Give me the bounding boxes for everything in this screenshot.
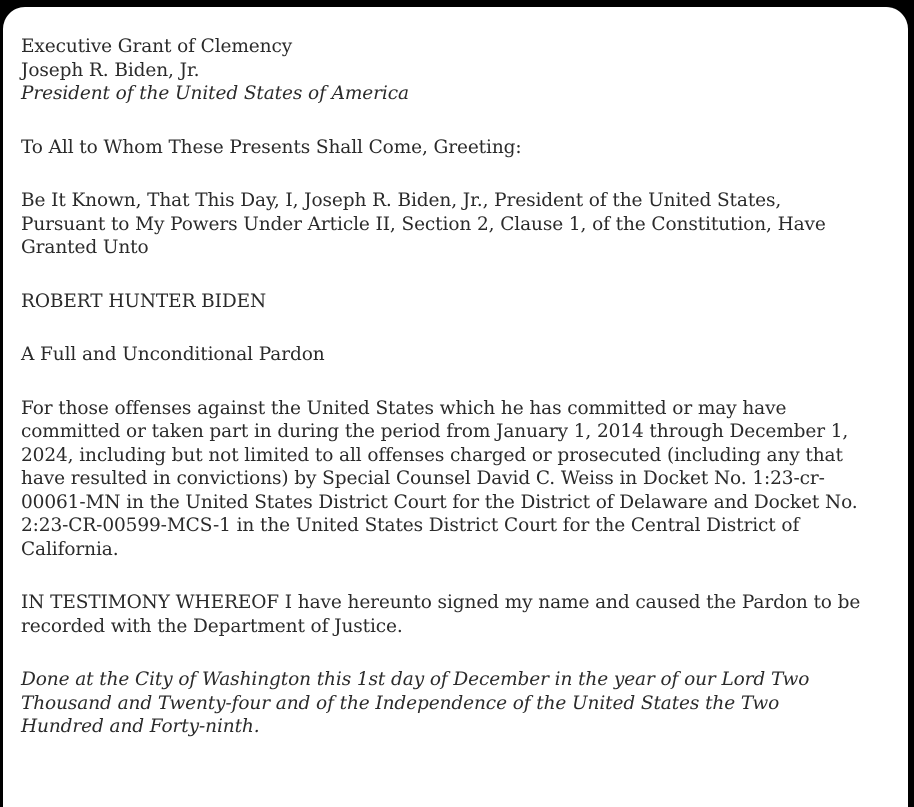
pardon-type: A Full and Unconditional Pardon [21,344,325,365]
spacer [21,106,901,136]
document-title: Executive Grant of Clemency [21,36,293,57]
scope-line: 2024, including but not limited to all offenses charged or prosecuted (including any that [21,444,843,466]
testimony-paragraph [21,591,901,638]
closing-line: Done at the City of Washington this 1st day of December in the year of our Lord Two [21,669,810,690]
closing-line: Hundred and Forty-ninth. [21,716,260,737]
scope-line: have resulted in convictions) by Special Counsel David C. Weiss in Docket No. 1:23-cr- [21,468,825,489]
scope-line: For those offenses against the United States which he has committed or may have [21,397,787,419]
spacer [21,561,901,591]
scope-paragraph [21,397,901,562]
president-office: President of the United States of America [21,83,409,104]
president-name: Joseph R. Biden, Jr. [21,59,200,81]
testimony-line: IN TESTIMONY WHEREOF I have hereunto signed my name and caused the Pardon to be [21,592,861,613]
document-header [21,35,901,106]
scope-line: committed or taken part in during the period from January 1, 2014 through December 1, [21,421,849,442]
spacer [21,159,901,189]
spacer [21,638,901,668]
clemency-document [21,35,901,739]
greeting: To All to Whom These Presents Shall Come, Greeting: [21,136,522,158]
spacer [21,367,901,397]
proclamation-paragraph [21,189,901,260]
proclamation-line: Pursuant to My Powers Under Article II, Section 2, Clause 1, of the Constitution, Have [21,213,826,235]
grantee-name: ROBERT HUNTER BIDEN [21,290,267,312]
closing-paragraph [21,668,901,739]
proclamation-line: Granted Unto [21,237,149,258]
scope-line: 2:23-CR-00599-MCS-1 in the United States District Court for the Central District of [21,515,800,536]
spacer [21,313,901,343]
proclamation-line: Be It Known, That This Day, I, Joseph R. Biden, Jr., President of the United States, [21,190,782,211]
scope-line: 00061-MN in the United States District Court for the District of Delaware and Docket No. [21,491,858,513]
spacer [21,260,901,290]
closing-line: Thousand and Twenty-four and of the Independence of the United States the Two [21,692,780,714]
testimony-line: recorded with the Department of Justice. [21,615,403,637]
scope-line: California. [21,538,119,560]
